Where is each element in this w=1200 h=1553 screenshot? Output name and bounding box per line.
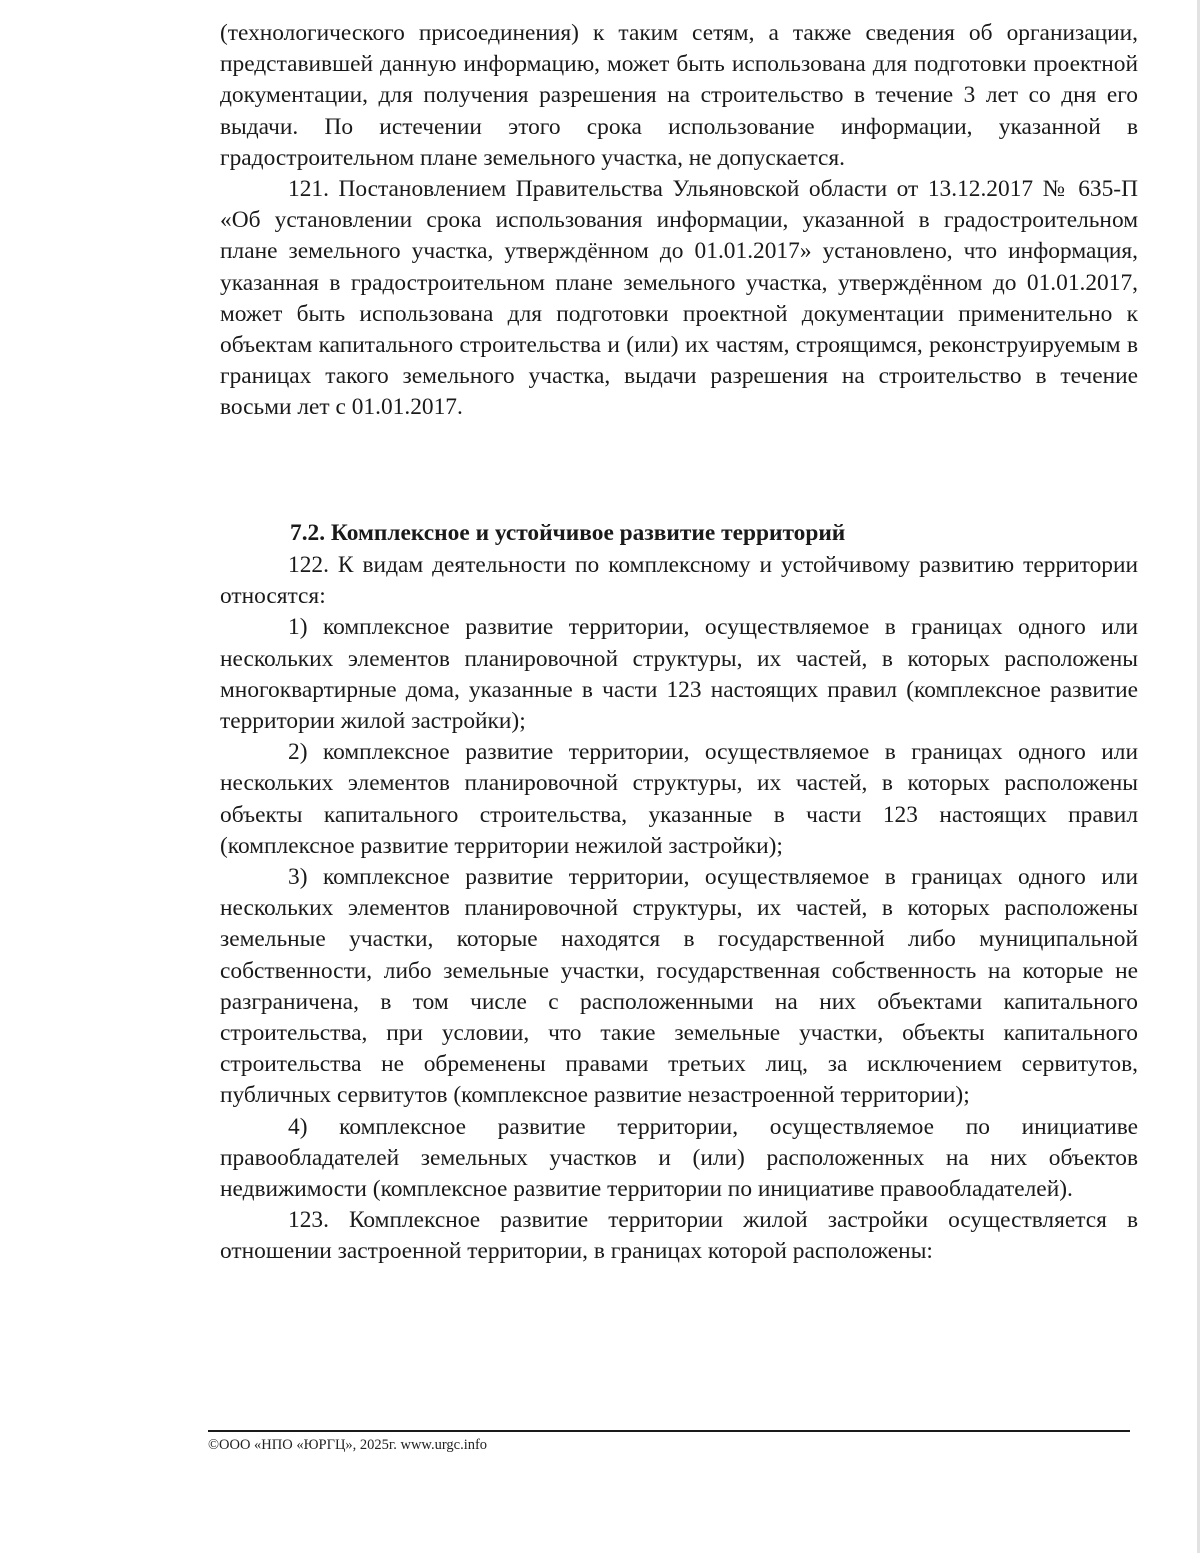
paragraph-122: 122. К видам деятельности по комплексному и устойчивому развитию территории относятся: — [220, 552, 1138, 610]
list-item-4: 4) комплексное развитие территории, осуществляемое по инициативе правообладателей земельных участков и (или) расположенных на них объектов недвижимости (комплексное развитие территории по инициативе правообладателей). — [220, 1113, 1138, 1203]
list-item-2: 2) комплексное развитие территории, осуществляемое в границах одного или нескольких элементов планировочной структуры, их частей, в которых расположены объекты капитального строительства, указанные в части 123 настоящих правил (комплексное развитие территории нежилой застройки); — [220, 739, 1138, 859]
paragraph-123: 123. Комплексное развитие территории жилой застройки осуществляется в отношении застроенной территории, в границах которой расположены: — [220, 1207, 1138, 1265]
list-item-1: 1) комплексное развитие территории, осуществляемое в границах одного или нескольких элементов планировочной структуры, их частей, в которых расположены многоквартирные дома, указанные в части 123 настоящих правил (комплексное развитие территории жилой застройки); — [220, 614, 1138, 735]
list-item-3: 3) комплексное развитие территории, осуществляемое в границах одного или нескольких элементов планировочной структуры, их частей, в которых расположены земельные участки, которые находятся в государственной либо муниципальной собственности, либо земельные участки, государственная собственность на которые не разграничена, в том числе с расположенными на них объектами капитального строительства, при условии, что такие земельные участки, объекты капитального строительства не обременены правами третьих лиц, за исключением сервитутов, публичных сервитутов (комплексное развитие незастроенной территории); — [220, 864, 1138, 1109]
body-text-top — [220, 18, 1138, 424]
section-heading: 7.2. Комплексное и устойчивое развитие территорий — [290, 520, 846, 546]
paragraph-121: 121. Постановлением Правительства Ульяновской области от 13.12.2017 № 635-П «Об установлении срока использования информации, указанной в градостроительном плане земельного участка, утверждённом до 01.01.2017» установлено, что информация, указанная в градостроительном плане земельного участка, утверждённом до 01.01.2017, может быть использована для подготовки проектной документации применительно к объектам капитального строительства и (или) их частям, строящимся, реконструируемым в границах такого земельного участка, выдачи разрешения на строительство в течение восьми лет с 01.01.2017. — [220, 176, 1138, 421]
paragraph-continuation: (технологического присоединения) к таким сетям, а также сведения об организации, представившей данную информацию, может быть использована для подготовки проектной документации, для получения разрешения на строительство в течение 3 лет со дня его выдачи. По истечении этого срока использование информации, указанной в градостроительном плане земельного участка, не допускается. — [220, 20, 1138, 171]
body-text-section — [220, 550, 1138, 1268]
footer-divider — [208, 1430, 1130, 1432]
footer-copyright: ©ООО «НПО «ЮРГЦ», 2025г. www.urgc.info — [208, 1437, 488, 1453]
